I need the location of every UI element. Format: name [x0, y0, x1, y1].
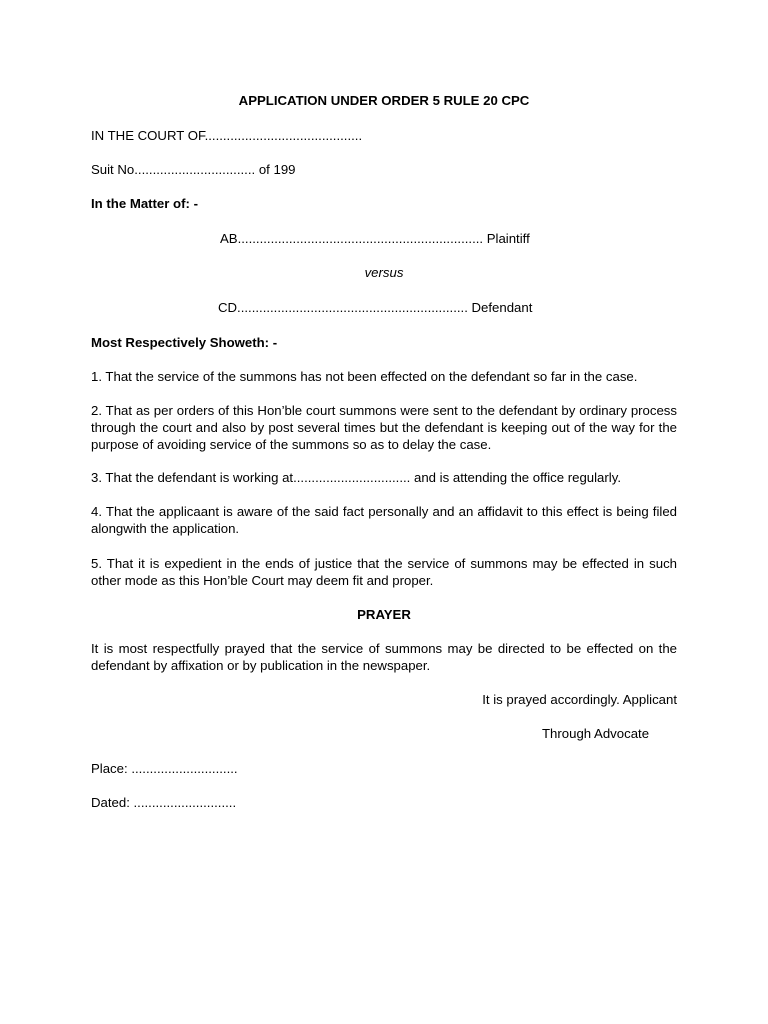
prayer-heading: PRAYER [357, 607, 411, 622]
defendant-line: CD............................................................... Defendant [218, 300, 533, 315]
paragraph-1: 1. That the service of the summons has not been effected on the defendant so far in the case. [91, 369, 638, 384]
court-line: IN THE COURT OF........................................... [91, 128, 363, 143]
matter-heading: In the Matter of: - [91, 196, 198, 211]
plaintiff-line: AB................................................................... Plaintiff [220, 231, 530, 246]
paragraph-3: 3. That the defendant is working at................................ and is attending the office regularly. [91, 470, 621, 485]
prayed-accordingly-line: It is prayed accordingly. Applicant [482, 692, 677, 707]
place-line: Place: ............................. [91, 761, 238, 776]
dated-line: Dated: ............................ [91, 795, 237, 810]
versus-text: versus [364, 265, 404, 280]
through-advocate-line: Through Advocate [542, 726, 650, 741]
showeth-heading: Most Respectively Showeth: - [91, 335, 278, 350]
paragraph-5: 5. That it is expedient in the ends of justice that the service of summons may be effected in such other mode as this Hon’ble Court may deem fit and proper. [91, 556, 677, 588]
suit-number-line: Suit No................................. of 199 [91, 162, 296, 177]
document-title: APPLICATION UNDER ORDER 5 RULE 20 CPC [238, 93, 530, 108]
paragraph-2: 2. That as per orders of this Hon’ble court summons were sent to the defendant by ordinary process through the court and also by post several times but the defendant is keeping out of the way for the purpose of avoiding service of the summons so as to delay the case. [91, 403, 677, 452]
paragraph-4: 4. That the applicaant is aware of the said fact personally and an affidavit to this effect is being filed alongwith the application. [91, 504, 677, 536]
prayer-text: It is most respectfully prayed that the service of summons may be directed to be effected on the defendant by affixation or by publication in the newspaper. [91, 641, 677, 673]
